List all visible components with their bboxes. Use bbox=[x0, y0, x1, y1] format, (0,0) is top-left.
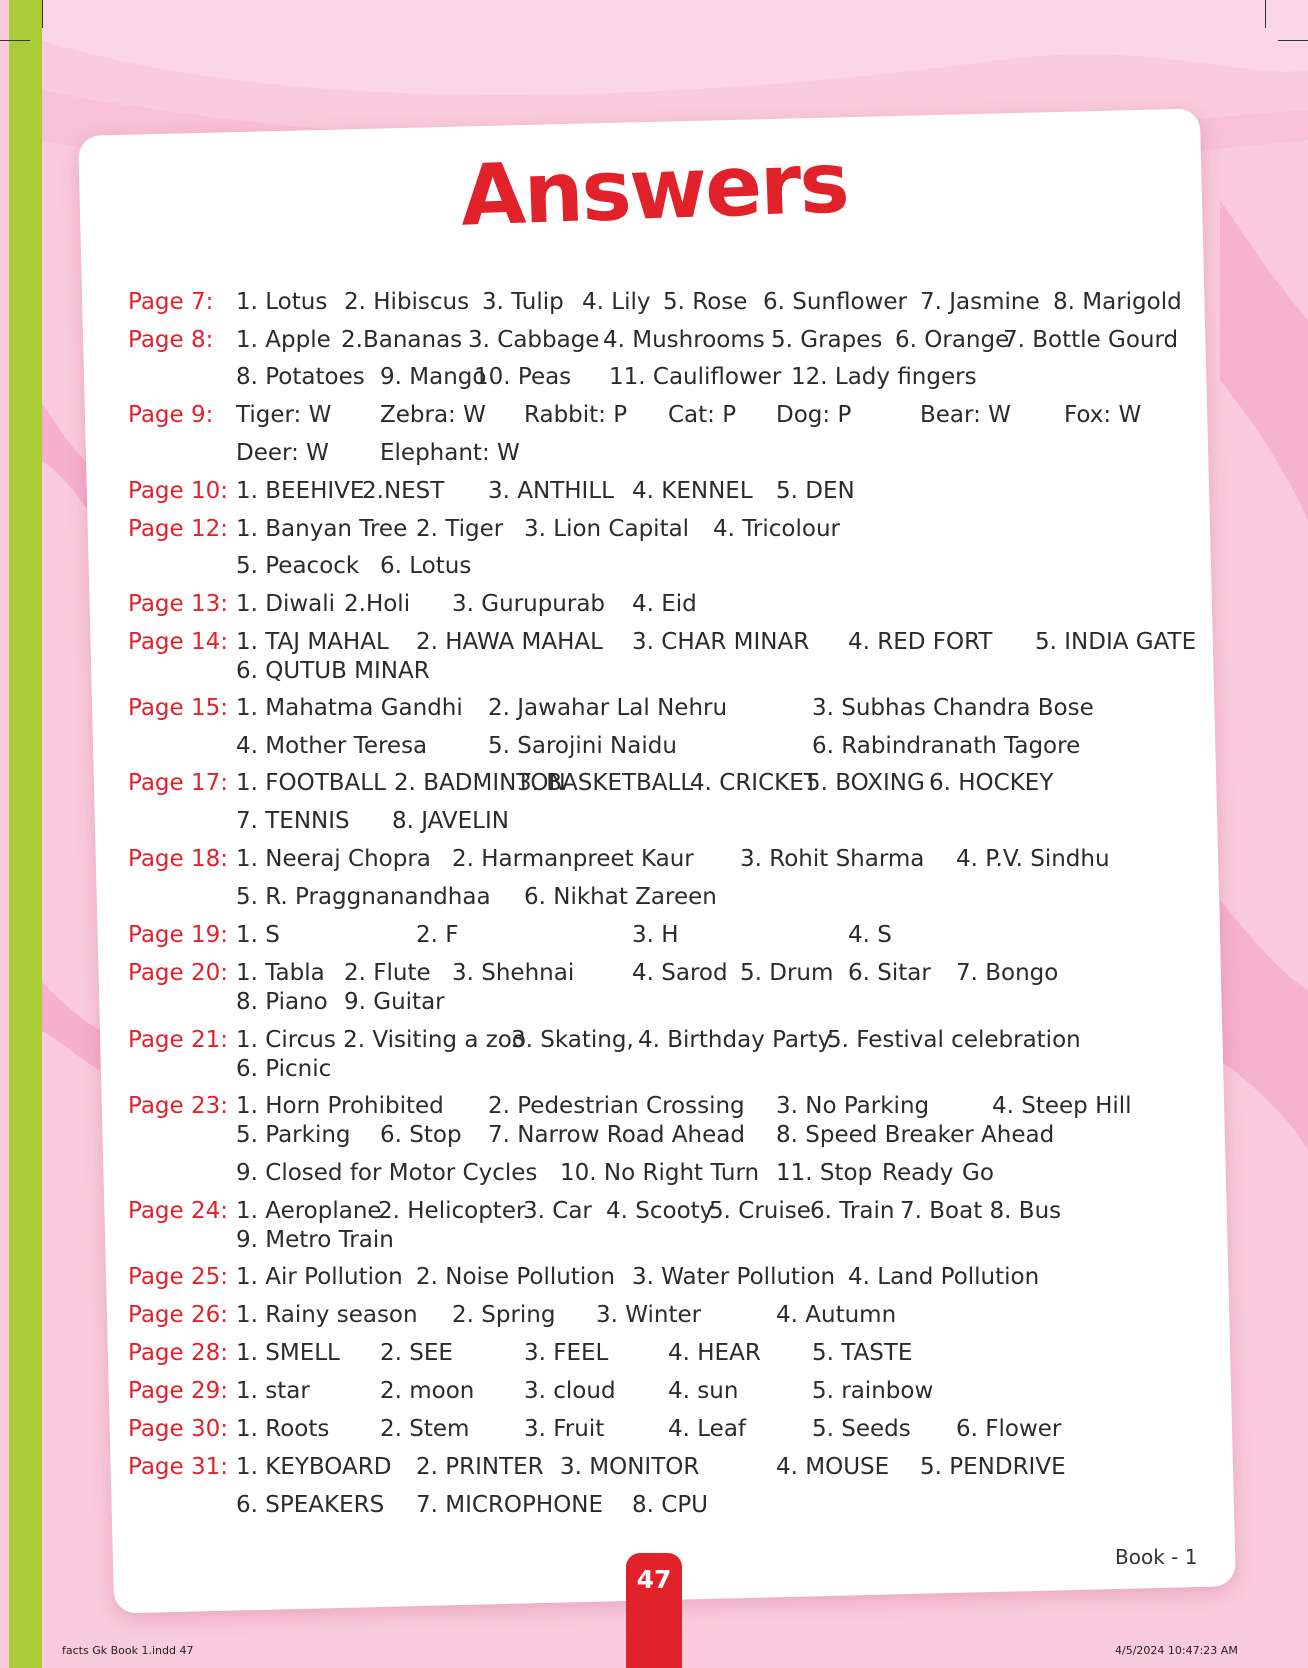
answer-item: 7. MICROPHONE bbox=[416, 1492, 604, 1518]
answer-item: 3. MONITOR bbox=[560, 1454, 700, 1480]
answer-item: 6. Picnic bbox=[236, 1056, 332, 1082]
answer-item: 3. Rohit Sharma bbox=[740, 846, 925, 872]
answer-item: 9. Metro Train bbox=[236, 1227, 394, 1253]
answer-item: 6. Rabindranath Tagore bbox=[812, 733, 1081, 759]
answer-item: 1. Diwali bbox=[236, 591, 336, 617]
answer-item: 1. S bbox=[236, 922, 280, 948]
answer-row bbox=[128, 693, 1208, 723]
book-label: Book - 1 bbox=[1115, 1545, 1198, 1569]
answer-item: 4. Sarod bbox=[632, 960, 728, 986]
answer-item: 6. Stop bbox=[380, 1122, 462, 1148]
answer-item: 5. BOXING bbox=[806, 770, 925, 796]
answer-item: 2.NEST bbox=[362, 478, 445, 504]
answer-item: 5. rainbow bbox=[812, 1378, 934, 1404]
answer-row bbox=[128, 1225, 1208, 1255]
answer-item: 4. Lily bbox=[582, 289, 651, 315]
answer-item: 2. moon bbox=[380, 1378, 475, 1404]
slug-file-info: facts Gk Book 1.indd 47 bbox=[62, 1644, 194, 1657]
answer-item: 5. Grapes bbox=[771, 327, 883, 353]
answer-item: Go bbox=[962, 1160, 994, 1186]
answer-item: 6. HOCKEY bbox=[929, 770, 1054, 796]
answer-item: 3. H bbox=[632, 922, 679, 948]
answer-item: 2.Holi bbox=[344, 591, 411, 617]
answer-item: Tiger: W bbox=[236, 402, 332, 428]
answer-item: 1. Air Pollution bbox=[236, 1264, 403, 1290]
page-label: Page 31: bbox=[128, 1454, 229, 1480]
answer-item: 3. Subhas Chandra Bose bbox=[812, 695, 1094, 721]
answer-item: 3. CHAR MINAR bbox=[632, 629, 810, 655]
answer-item: 3. Winter bbox=[596, 1302, 702, 1328]
page-label: Page 29: bbox=[128, 1378, 229, 1404]
answer-item: 9. Closed for Motor Cycles bbox=[236, 1160, 538, 1186]
answer-item: 7. Jasmine bbox=[920, 289, 1040, 315]
answer-item: 6. Train bbox=[810, 1198, 895, 1224]
answer-item: 2. PRINTER bbox=[416, 1454, 544, 1480]
answer-item: 4. Birthday Party bbox=[638, 1027, 832, 1053]
answer-item: Ready bbox=[882, 1160, 954, 1186]
answer-row bbox=[128, 438, 1208, 468]
answer-row bbox=[128, 287, 1208, 317]
answer-item: 4. sun bbox=[668, 1378, 739, 1404]
answer-row bbox=[128, 1025, 1208, 1055]
answer-item: 1. Circus 2. Visiting a zoo bbox=[236, 1027, 526, 1053]
answer-item: 2. Spring bbox=[452, 1302, 556, 1328]
answer-item: 6. Flower bbox=[956, 1416, 1062, 1442]
answer-item: 4. HEAR bbox=[668, 1340, 761, 1366]
answer-item: 5. Peacock bbox=[236, 553, 360, 579]
answer-item: 12. Lady fingers bbox=[791, 364, 977, 390]
answer-item: 2.Bananas bbox=[341, 327, 463, 353]
answer-item: 2. Tiger bbox=[416, 516, 504, 542]
answer-item: 2. Helicopter bbox=[378, 1198, 526, 1224]
answer-item: 5. Festival celebration bbox=[827, 1027, 1081, 1053]
page-number: 47 bbox=[636, 1565, 672, 1594]
answer-item: 1. Roots bbox=[236, 1416, 330, 1442]
answer-row bbox=[128, 476, 1208, 506]
answer-row bbox=[128, 1120, 1208, 1150]
answer-item: 4. Mother Teresa bbox=[236, 733, 428, 759]
answer-item: 4. RED FORT bbox=[848, 629, 993, 655]
answer-item: 10. No Right Turn bbox=[560, 1160, 760, 1186]
answer-item: 4. S bbox=[848, 922, 892, 948]
page-label: Page 7: bbox=[128, 289, 214, 315]
answer-item: 4. Mushrooms bbox=[603, 327, 765, 353]
answer-item: 5. Sarojini Naidu bbox=[488, 733, 677, 759]
answer-item: 4. P.V. Sindhu bbox=[956, 846, 1110, 872]
answer-row bbox=[128, 731, 1208, 761]
answer-item: 3. Fruit bbox=[524, 1416, 605, 1442]
crop-mark bbox=[1278, 40, 1308, 41]
answer-item: 8. Speed Breaker Ahead bbox=[776, 1122, 1055, 1148]
answer-row bbox=[128, 514, 1208, 544]
answer-item: Zebra: W bbox=[380, 402, 486, 428]
answer-item: 4. KENNEL bbox=[632, 478, 753, 504]
answer-item: 9. Mango bbox=[380, 364, 487, 390]
answer-item: 3. Gurupurab bbox=[452, 591, 606, 617]
answer-item: 5. Cruise bbox=[709, 1198, 811, 1224]
page-title: Answers bbox=[459, 133, 849, 245]
answer-row bbox=[128, 362, 1208, 392]
answer-item: Rabbit: P bbox=[524, 402, 628, 428]
answer-item: 4. Steep Hill bbox=[992, 1093, 1132, 1119]
answer-item: 1. BEEHIVE bbox=[236, 478, 365, 504]
answer-item: 11. Stop bbox=[776, 1160, 873, 1186]
answer-item: 2. SEE bbox=[380, 1340, 453, 1366]
answer-item: 3. No Parking bbox=[776, 1093, 930, 1119]
answer-item: 4. Land Pollution bbox=[848, 1264, 1040, 1290]
answer-item: 5. Rose bbox=[663, 289, 748, 315]
answer-item: 7. TENNIS bbox=[236, 808, 350, 834]
slug-timestamp: 4/5/2024 10:47:23 AM bbox=[1115, 1644, 1238, 1657]
crop-mark bbox=[1265, 0, 1266, 28]
answer-item: 4. Eid bbox=[632, 591, 697, 617]
answer-row bbox=[128, 1158, 1208, 1188]
answer-row bbox=[128, 551, 1208, 581]
answer-item: 1. Rainy season bbox=[236, 1302, 418, 1328]
answer-row bbox=[128, 400, 1208, 430]
answer-item: 2. Jawahar Lal Nehru bbox=[488, 695, 728, 721]
answer-row bbox=[128, 1300, 1208, 1330]
answer-row bbox=[128, 987, 1208, 1017]
page-label: Page 13: bbox=[128, 591, 229, 617]
answer-item: Dog: P bbox=[776, 402, 852, 428]
answer-row bbox=[128, 768, 1208, 798]
answer-row bbox=[128, 325, 1208, 355]
answer-item: 6. Orange bbox=[895, 327, 1010, 353]
answer-row bbox=[128, 1414, 1208, 1444]
answer-item: 1. Mahatma Gandhi bbox=[236, 695, 463, 721]
page-label: Page 19: bbox=[128, 922, 229, 948]
crop-mark bbox=[42, 0, 43, 28]
answer-item: 1. Horn Prohibited bbox=[236, 1093, 444, 1119]
answer-row bbox=[128, 920, 1208, 950]
answer-item: 3. ANTHILL bbox=[488, 478, 614, 504]
answer-item: 3. Lion Capital bbox=[524, 516, 690, 542]
answer-row bbox=[128, 1452, 1208, 1482]
answer-item: 8. JAVELIN bbox=[392, 808, 509, 834]
answer-item: 7. Boat 8. Bus bbox=[900, 1198, 1062, 1224]
answer-item: 2. Harmanpreet Kaur bbox=[452, 846, 694, 872]
answer-item: 4. Leaf bbox=[668, 1416, 747, 1442]
answer-item: 7. Bottle Gourd bbox=[1003, 327, 1179, 353]
answer-item: 8. Marigold bbox=[1053, 289, 1182, 315]
answer-row bbox=[128, 1262, 1208, 1292]
answer-item: 2. HAWA MAHAL bbox=[416, 629, 603, 655]
answer-item: 1. Lotus bbox=[236, 289, 328, 315]
page-label: Page 26: bbox=[128, 1302, 229, 1328]
answer-item: 2. Flute bbox=[344, 960, 431, 986]
answer-item: 3. Car bbox=[523, 1198, 592, 1224]
answer-item: 10. Peas bbox=[474, 364, 572, 390]
answer-item: 3. cloud bbox=[524, 1378, 616, 1404]
page-label: Page 21: bbox=[128, 1027, 229, 1053]
answer-item: 4. Scooty bbox=[606, 1198, 714, 1224]
answer-row bbox=[128, 1490, 1208, 1520]
answer-item: 1. Neeraj Chopra bbox=[236, 846, 431, 872]
answer-item: 7. Narrow Road Ahead bbox=[488, 1122, 745, 1148]
answer-item: 6. SPEAKERS bbox=[236, 1492, 385, 1518]
answer-item: 1. Tabla bbox=[236, 960, 325, 986]
answer-item: Elephant: W bbox=[380, 440, 520, 466]
answer-row bbox=[128, 806, 1208, 836]
page-label: Page 25: bbox=[128, 1264, 229, 1290]
answer-item: 3. FEEL bbox=[524, 1340, 609, 1366]
answer-item: 3. Tulip bbox=[482, 289, 564, 315]
page-label: Page 20: bbox=[128, 960, 229, 986]
answer-item: 1. Banyan Tree bbox=[236, 516, 408, 542]
answer-row bbox=[128, 656, 1208, 686]
page-label: Page 18: bbox=[128, 846, 229, 872]
answer-item: 2. Pedestrian Crossing bbox=[488, 1093, 745, 1119]
answer-row bbox=[128, 958, 1208, 988]
answer-item: 6. Sitar bbox=[848, 960, 931, 986]
answer-item: 11. Cauliflower bbox=[609, 364, 782, 390]
page-label: Page 9: bbox=[128, 402, 214, 428]
answer-row bbox=[128, 1376, 1208, 1406]
answer-item: 2. F bbox=[416, 922, 459, 948]
answer-item: 4. CRICKET bbox=[690, 770, 818, 796]
page-label: Page 17: bbox=[128, 770, 229, 796]
page-label: Page 12: bbox=[128, 516, 229, 542]
answer-item: 5. INDIA GATE bbox=[1035, 629, 1197, 655]
answer-item: 8. Piano bbox=[236, 989, 328, 1015]
answer-row bbox=[128, 589, 1208, 619]
answer-item: 5. TASTE bbox=[812, 1340, 913, 1366]
answer-item: 5. DEN bbox=[776, 478, 855, 504]
answer-item: 1. Apple bbox=[236, 327, 331, 353]
answer-item: 1. star bbox=[236, 1378, 310, 1404]
answer-item: 1. Aeroplane bbox=[236, 1198, 382, 1224]
page-label: Page 30: bbox=[128, 1416, 229, 1442]
answer-item: 6. Nikhat Zareen bbox=[524, 884, 717, 910]
page-label: Page 14: bbox=[128, 629, 229, 655]
page-label: Page 28: bbox=[128, 1340, 229, 1366]
answer-item: 4. Autumn bbox=[776, 1302, 897, 1328]
answer-item: 1. KEYBOARD bbox=[236, 1454, 392, 1480]
answer-row bbox=[128, 627, 1208, 657]
answer-item: 3. BASKETBALL bbox=[517, 770, 694, 796]
answer-item: Deer: W bbox=[236, 440, 329, 466]
answer-row bbox=[128, 882, 1208, 912]
answer-item: 4. Tricolour bbox=[713, 516, 840, 542]
answer-item: 5. R. Praggnanandhaa bbox=[236, 884, 491, 910]
answer-item: 4. MOUSE bbox=[776, 1454, 890, 1480]
answer-row bbox=[128, 1091, 1208, 1121]
answer-item: 3. Skating, bbox=[511, 1027, 634, 1053]
answer-item: 2. BADMINTON bbox=[394, 770, 566, 796]
answer-item: 1. FOOTBALL bbox=[236, 770, 386, 796]
answer-item: Fox: W bbox=[1064, 402, 1142, 428]
answer-item: 3. Cabbage bbox=[468, 327, 600, 353]
page-label: Page 10: bbox=[128, 478, 229, 504]
answer-item: 2. Hibiscus bbox=[344, 289, 470, 315]
answer-row bbox=[128, 1196, 1208, 1226]
page-label: Page 15: bbox=[128, 695, 229, 721]
answer-item: 2. Stem bbox=[380, 1416, 470, 1442]
answer-item: 5. Parking bbox=[236, 1122, 351, 1148]
answer-item: 6. QUTUB MINAR bbox=[236, 658, 430, 684]
answer-item: 5. PENDRIVE bbox=[920, 1454, 1066, 1480]
answer-item: 3. Water Pollution bbox=[632, 1264, 836, 1290]
answer-item: 1. SMELL bbox=[236, 1340, 340, 1366]
answer-item: 7. Bongo bbox=[956, 960, 1059, 986]
answer-row bbox=[128, 844, 1208, 874]
page-label: Page 23: bbox=[128, 1093, 229, 1119]
answer-item: 8. Potatoes bbox=[236, 364, 365, 390]
answer-item: 6. Lotus bbox=[380, 553, 472, 579]
answer-row bbox=[128, 1338, 1208, 1368]
answer-item: 5. Seeds bbox=[812, 1416, 911, 1442]
answer-item: 8. CPU bbox=[632, 1492, 709, 1518]
answer-item: Cat: P bbox=[668, 402, 737, 428]
answer-item: 2. Noise Pollution bbox=[416, 1264, 615, 1290]
page-label: Page 8: bbox=[128, 327, 214, 353]
page-label: Page 24: bbox=[128, 1198, 229, 1224]
answer-item: 9. Guitar bbox=[344, 989, 445, 1015]
answer-item: 5. Drum bbox=[740, 960, 834, 986]
answer-item: 3. Shehnai bbox=[452, 960, 575, 986]
answer-row bbox=[128, 1054, 1208, 1084]
answer-item: 6. Sunflower bbox=[763, 289, 907, 315]
crop-mark bbox=[0, 40, 30, 41]
answer-item: 1. TAJ MAHAL bbox=[236, 629, 389, 655]
answer-item: Bear: W bbox=[920, 402, 1011, 428]
